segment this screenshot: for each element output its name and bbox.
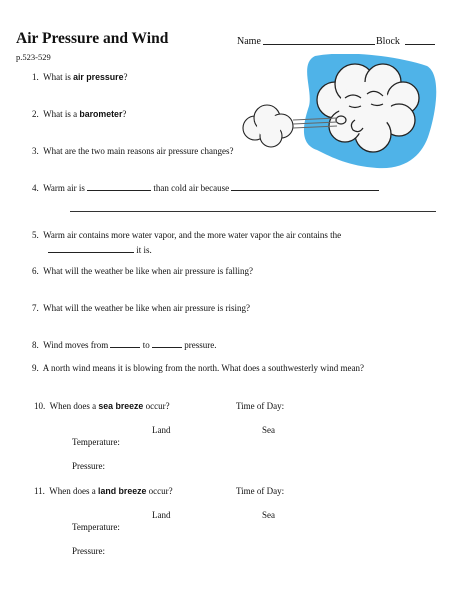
blowing-cloud-icon bbox=[237, 54, 437, 174]
block-label: Block bbox=[376, 36, 400, 47]
time-of-day-label: Time of Day: bbox=[236, 486, 285, 496]
question-4 bbox=[32, 182, 379, 193]
question-number: 2. bbox=[32, 109, 39, 119]
question-5 bbox=[32, 230, 341, 240]
block-field-line[interactable] bbox=[405, 44, 435, 45]
key-term: barometer bbox=[79, 109, 123, 119]
question-text: it is. bbox=[136, 245, 152, 255]
pressure-label: Pressure: bbox=[72, 546, 105, 556]
question-9 bbox=[32, 363, 364, 373]
pressure-label: Pressure: bbox=[72, 461, 105, 471]
question-text: ? bbox=[123, 72, 128, 82]
answer-line[interactable] bbox=[70, 211, 436, 212]
question-text: When does a bbox=[49, 486, 96, 496]
question-text: than cold air because bbox=[153, 183, 230, 193]
question-3 bbox=[32, 146, 234, 156]
answer-blank[interactable] bbox=[231, 182, 379, 191]
answer-blank[interactable] bbox=[48, 244, 134, 253]
question-text: Warm air is bbox=[43, 183, 85, 193]
name-label: Name bbox=[237, 36, 261, 47]
question-text: What will the weather be like when air pressure is falling? bbox=[43, 266, 254, 276]
question-5-line-2 bbox=[48, 244, 152, 255]
question-2 bbox=[32, 109, 126, 119]
key-term: land breeze bbox=[98, 486, 147, 496]
time-of-day-label: Time of Day: bbox=[236, 401, 285, 411]
question-text: What are the two main reasons air pressure changes? bbox=[43, 146, 234, 156]
sea-column-label: Sea bbox=[262, 510, 275, 520]
question-number: 3. bbox=[32, 146, 39, 156]
question-number: 1. bbox=[32, 72, 39, 82]
question-number: 6. bbox=[32, 266, 39, 276]
land-column-label: Land bbox=[152, 510, 171, 520]
key-term: air pressure bbox=[73, 72, 124, 82]
question-number: 4. bbox=[32, 183, 39, 193]
question-number: 11. bbox=[34, 486, 45, 496]
answer-blank[interactable] bbox=[152, 339, 182, 348]
question-text: What is a bbox=[43, 109, 78, 119]
answer-blank[interactable] bbox=[110, 339, 140, 348]
question-number: 5. bbox=[32, 230, 39, 240]
question-text: Warm air contains more water vapor, and the more water vapor the air contains the bbox=[43, 230, 342, 240]
question-text: occur? bbox=[148, 486, 173, 496]
question-text: to bbox=[142, 340, 150, 350]
question-number: 8. bbox=[32, 340, 39, 350]
page-reference: p.523-529 bbox=[16, 52, 51, 62]
question-text: A north wind means it is blowing from the north. What does a southwesterly wind mean? bbox=[42, 363, 365, 373]
sea-column-label: Sea bbox=[262, 425, 275, 435]
key-term: sea breeze bbox=[98, 401, 144, 411]
worksheet-title: Air Pressure and Wind bbox=[16, 30, 169, 47]
answer-blank[interactable] bbox=[87, 182, 151, 191]
question-text: ? bbox=[122, 109, 127, 119]
question-8 bbox=[32, 339, 217, 350]
question-6 bbox=[32, 266, 253, 276]
question-number: 7. bbox=[32, 303, 39, 313]
temperature-label: Temperature: bbox=[72, 437, 120, 447]
question-text: Wind moves from bbox=[43, 340, 109, 350]
question-number: 10. bbox=[34, 401, 46, 411]
temperature-label: Temperature: bbox=[72, 522, 120, 532]
question-text: occur? bbox=[145, 401, 170, 411]
question-text: When does a bbox=[49, 401, 97, 411]
question-11 bbox=[34, 486, 173, 496]
question-text: pressure. bbox=[184, 340, 217, 350]
question-text: What will the weather be like when air pressure is rising? bbox=[43, 303, 251, 313]
question-1 bbox=[32, 72, 127, 82]
land-column-label: Land bbox=[152, 425, 171, 435]
name-field-line[interactable] bbox=[263, 44, 375, 45]
question-text: What is bbox=[43, 72, 71, 82]
question-7 bbox=[32, 303, 250, 313]
question-number: 9. bbox=[32, 363, 39, 373]
question-10 bbox=[34, 401, 170, 411]
